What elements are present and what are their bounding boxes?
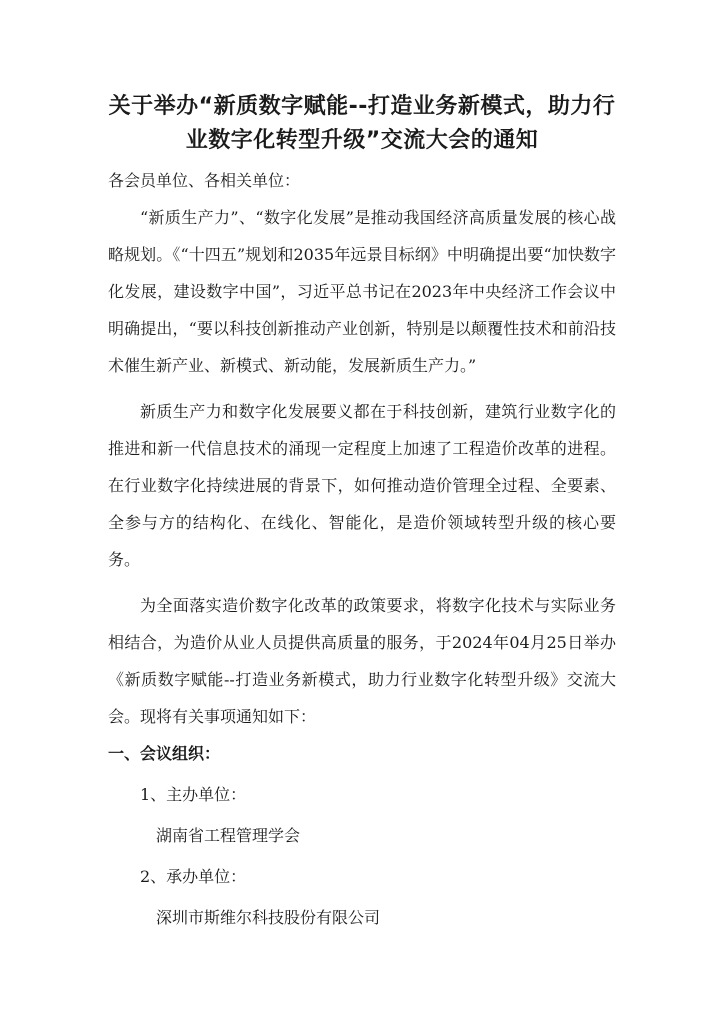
organizer-value: 湖南省工程管理学会: [156, 826, 301, 845]
notice-title-line-2: 业数字化转型升级”交流大会的通知: [185, 128, 539, 153]
co-organizer-label: 2、承办单位：: [140, 867, 247, 886]
section-heading-meeting-organization: 一、会议组织：: [108, 744, 221, 763]
co-organizer-value: 深圳市斯维尔科技股份有限公司: [156, 908, 381, 927]
notice-title: [108, 0, 616, 158]
body-paragraph: “新质生产力”、“数字化发展”是推动我国经济高质量发展的核心战略规划。《“十四五”规划和2035年远景目标纲》中明确提出要“加快数字化发展，建设数字中国”，习近平总书记在2023年中央经济工作会议中明确提出，“要以科技创新推动产业创新，特别是以颠覆性技术和前沿技术催生新产业、新模式、新动能，发展新质生产力。”: [108, 208, 616, 375]
organizer-label: 1、主办单位：: [140, 785, 247, 804]
salutation: 各会员单位、各相关单位：: [108, 171, 301, 190]
body-paragraph: 新质生产力和数字化发展要义都在于科技创新，建筑行业数字化的推进和新一代信息技术的涌现一定程度上加速了工程造价改革的进程。在行业数字化持续进展的背景下，如何推动造价管理全过程、全要素、全参与方的结构化、在线化、智能化，是造价领域转型升级的核心要务。: [108, 402, 616, 569]
body-paragraph: 为全面落实造价数字化改革的政策要求，将数字化技术与实际业务相结合，为造价从业人员提供高质量的服务，于2024年04月25日举办《新质数字赋能--打造业务新模式，助力行业数字化转型升级》交流大会。现将有关事项通知如下：: [108, 596, 616, 726]
notice-title-line-1: 关于举办“新质数字赋能--打造业务新模式，助力行: [108, 94, 616, 119]
document-page: [108, 0, 616, 936]
